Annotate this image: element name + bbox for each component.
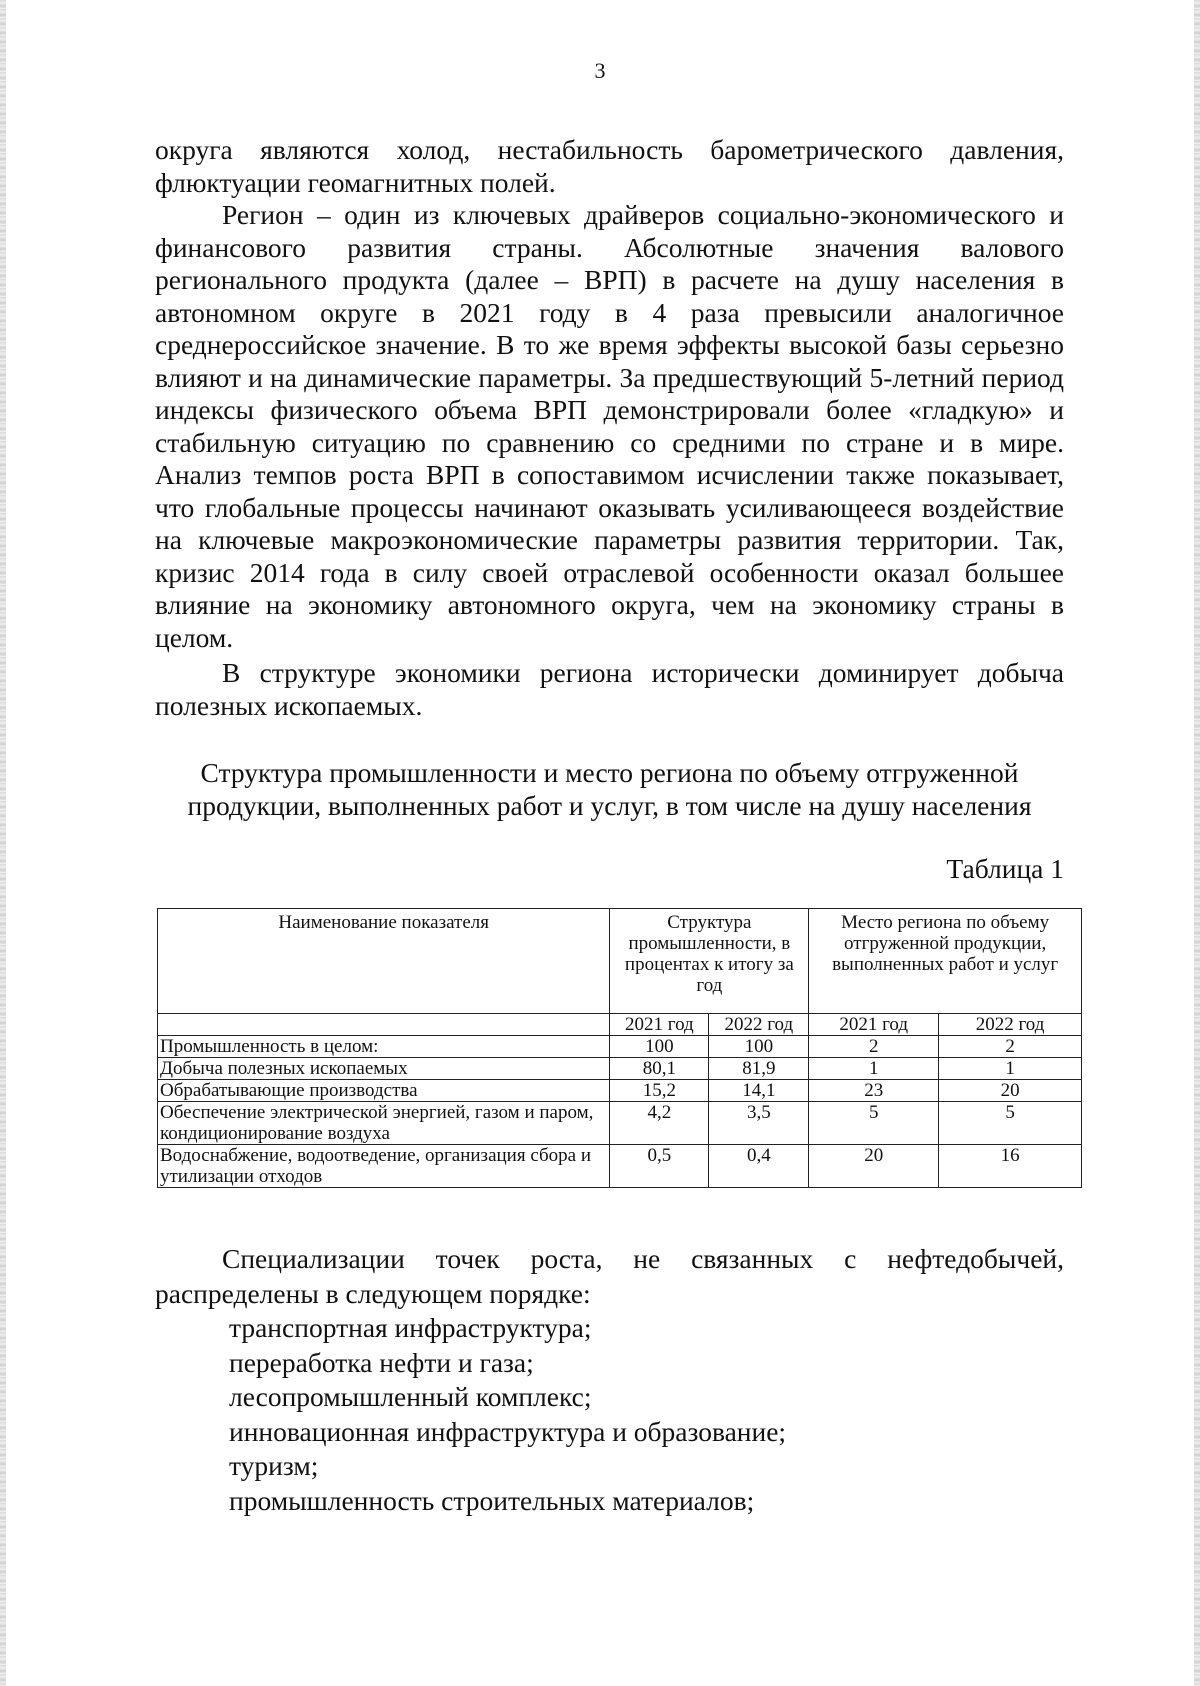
list-item: транспортная инфраструктура; [229, 1312, 592, 1343]
row-rank-2021: 2 [809, 1036, 939, 1058]
row-rank-2021: 23 [809, 1080, 939, 1102]
row-rank-2022: 1 [939, 1058, 1082, 1080]
list-lead-line-2: распределены в следующем порядке: [155, 1277, 591, 1309]
row-name: Обеспечение электрической энергией, газом и паром, кондиционирование воздуха [158, 1102, 610, 1145]
industry-structure-table [157, 908, 1082, 1188]
list-item: переработка нефти и газа; [229, 1346, 534, 1378]
scan-edge-right [1194, 0, 1200, 1686]
list-lead-line-1: Специализации точек роста, не связанных с нефтедобычей, [222, 1243, 1064, 1274]
row-rank-2022: 20 [939, 1080, 1082, 1102]
row-structure-2022: 0,4 [709, 1145, 809, 1188]
row-structure-2022: 81,9 [709, 1058, 809, 1080]
header-structure: Структура промышленности, в процентах к итогу за год [610, 909, 809, 1014]
row-structure-2021: 100 [610, 1036, 709, 1058]
row-structure-2021: 80,1 [610, 1058, 709, 1080]
subheader-structure-2022: 2022 год [709, 1014, 809, 1036]
table-row [158, 1102, 1082, 1145]
row-rank-2022: 5 [939, 1102, 1082, 1145]
list-item: инновационная инфраструктура и образование; [229, 1415, 787, 1447]
row-structure-2021: 15,2 [610, 1080, 709, 1102]
row-rank-2021: 20 [809, 1145, 939, 1188]
paragraph-1: округа являются холод, нестабильность барометрического давления, флюктуации геомагнитных полей. [155, 134, 1064, 198]
subheader-structure-2021: 2021 год [610, 1014, 709, 1036]
table-caption-line-1: Структура промышленности и место региона по объему отгруженной [200, 757, 1019, 788]
row-name: Обрабатывающие производства [158, 1080, 610, 1102]
table-caption [155, 756, 1064, 822]
table-label: Таблица 1 [946, 853, 1064, 884]
subheader-rank-2022: 2022 год [939, 1014, 1082, 1036]
row-rank-2021: 1 [809, 1058, 939, 1080]
row-name: Добыча полезных ископаемых [158, 1058, 610, 1080]
row-structure-2022: 3,5 [709, 1102, 809, 1145]
table-row [158, 1145, 1082, 1188]
row-rank-2021: 5 [809, 1102, 939, 1145]
table-subheader-row [158, 1014, 1082, 1036]
paragraph-3: В структуре экономики региона исторически доминирует добыча полезных ископаемых. [155, 657, 1064, 721]
row-structure-2021: 0,5 [610, 1145, 709, 1188]
row-rank-2022: 16 [939, 1145, 1082, 1188]
subheader-rank-2021: 2021 год [809, 1014, 939, 1036]
list-item: промышленность строительных материалов; [229, 1484, 755, 1516]
row-name: Промышленность в целом: [158, 1036, 610, 1058]
table-row [158, 1080, 1082, 1102]
scan-edge-left [0, 0, 6, 1686]
table-caption-line-2: продукции, выполненных работ и услуг, в том числе на душу населения [187, 790, 1032, 821]
row-structure-2022: 100 [709, 1036, 809, 1058]
page-number: 3 [594, 58, 606, 83]
list-item: туризм; [229, 1450, 319, 1481]
table-header-row [158, 909, 1082, 1014]
header-rank: Место региона по объему отгруженной продукции, выполненных работ и услуг [809, 909, 1082, 1014]
row-rank-2022: 2 [939, 1036, 1082, 1058]
growth-points-list [155, 1242, 1064, 1518]
header-name: Наименование показателя [158, 909, 610, 1014]
row-structure-2021: 4,2 [610, 1102, 709, 1145]
paragraph-2: Регион – один из ключевых драйверов социально-экономического и финансового развития страны. Абсолютные значения валового регионального продукта (далее – ВРП) в расчете на душу населения в автономном округе в 2021 году в 4 раза превысили аналогичное среднероссийское значение. В то же время эффекты высокой базы серьезно влияют и на динамические параметры. За предшествующий 5-летний период индексы физического объема ВРП демонстрировали более «гладкую» и стабильную ситуацию по сравнению со средними по стране и в мире. Анализ темпов роста ВРП в сопоставимом исчислении также показывает, что глобальные процессы начинают оказывать усиливающееся воздействие на ключевые макроэкономические параметры развития территории. Так, кризис 2014 года в силу своей отраслевой особенности оказал большее влияние на экономику автономного округа, чем на экономику страны в целом. [155, 199, 1064, 653]
table-row [158, 1058, 1082, 1080]
row-structure-2022: 14,1 [709, 1080, 809, 1102]
list-item: лесопромышленный комплекс; [229, 1381, 592, 1412]
table-row [158, 1036, 1082, 1058]
row-name: Водоснабжение, водоотведение, организация сбора и утилизации отходов [158, 1145, 610, 1188]
subheader-empty [158, 1014, 610, 1036]
